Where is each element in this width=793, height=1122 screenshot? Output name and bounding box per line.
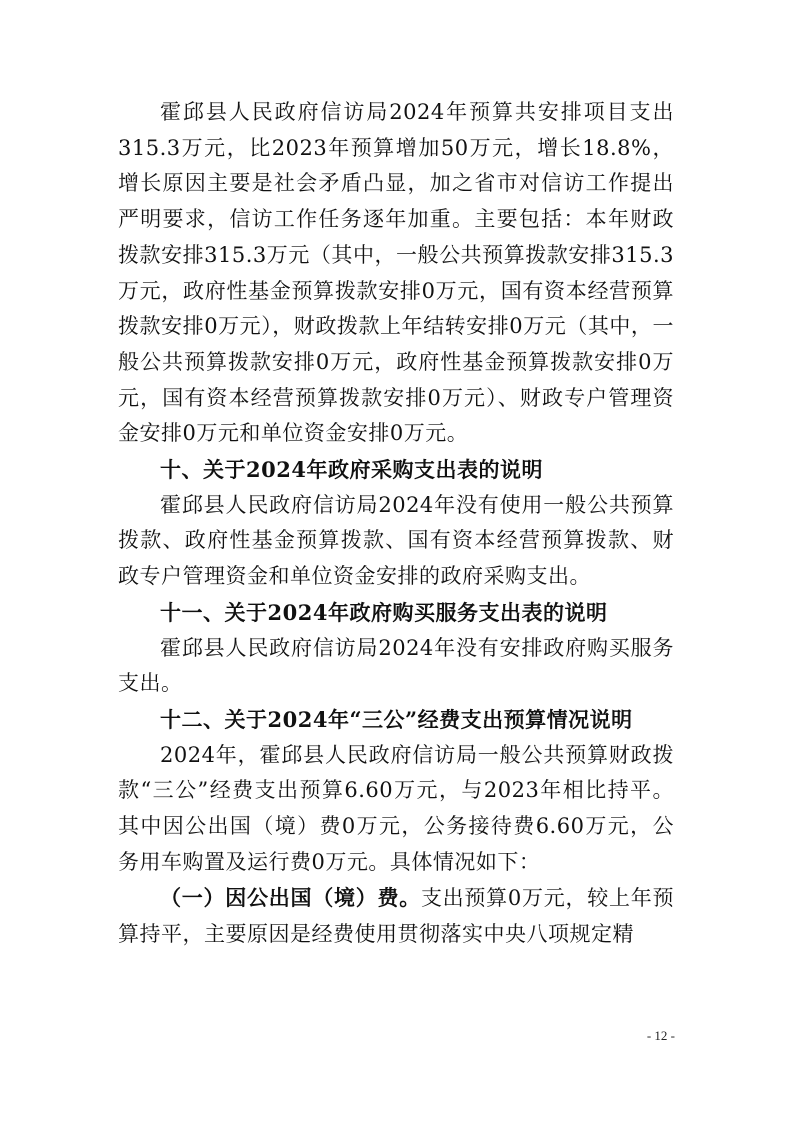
page-number: - 12 - bbox=[646, 1028, 675, 1043]
paragraph-purchased-services: 霍邱县人民政府信访局2024年没有安排政府购买服务支出。 bbox=[118, 635, 674, 696]
overseas-travel-text: 支出预算0万元，较上年预算持平，主要原因是经费使用贯彻落实中央八项规定精 bbox=[118, 886, 674, 947]
paragraph-project-expenditure: 霍邱县人民政府信访局2024年预算共安排项目支出315.3万元，比2023年预算增加50万元，增长18.8%，增长原因主要是社会矛盾凸显，加之省市对信访工作提出严明要求，信访工作任务逐年加重。主要包括：本年财政拨款安排315.3万元（其中，一般公共预算拨款安排315.3万元，政府性基金预算拨款安排0万元，国有资本经营预算拨款安排0万元），财政拨款上年结转安排0万元（其中，一般公共预算拨款安排0万元，政府性基金预算拨款安排0万元，国有资本经营预算拨款安排0万元）、财政专户管理资金安排0万元和单位资金安排0万元。 bbox=[118, 100, 674, 446]
heading-procurement: 十、关于2024年政府采购支出表的说明 bbox=[160, 457, 543, 483]
paragraph-overseas-travel bbox=[118, 880, 674, 952]
paragraph-procurement: 霍邱县人民政府信访局2024年没有使用一般公共预算拨款、政府性基金预算拨款、国有资本经营预算拨款、财政专户管理资金和单位资金安排的政府采购支出。 bbox=[118, 492, 674, 589]
document-page bbox=[118, 95, 674, 953]
paragraph-three-public-expenses: 2024年，霍邱县人民政府信访局一般公共预算财政拨款“三公”经费支出预算6.60万元，与2023年相比持平。其中因公出国（境）费0万元，公务接待费6.60万元，公务用车购置及运行费0万元。具体情况如下： bbox=[118, 742, 674, 874]
heading-three-public-expenses: 十二、关于2024年“三公”经费支出预算情况说明 bbox=[160, 706, 633, 732]
overseas-travel-lead: （一）因公出国（境）费。 bbox=[160, 885, 421, 911]
heading-purchased-services: 十一、关于2024年政府购买服务支出表的说明 bbox=[160, 599, 608, 625]
